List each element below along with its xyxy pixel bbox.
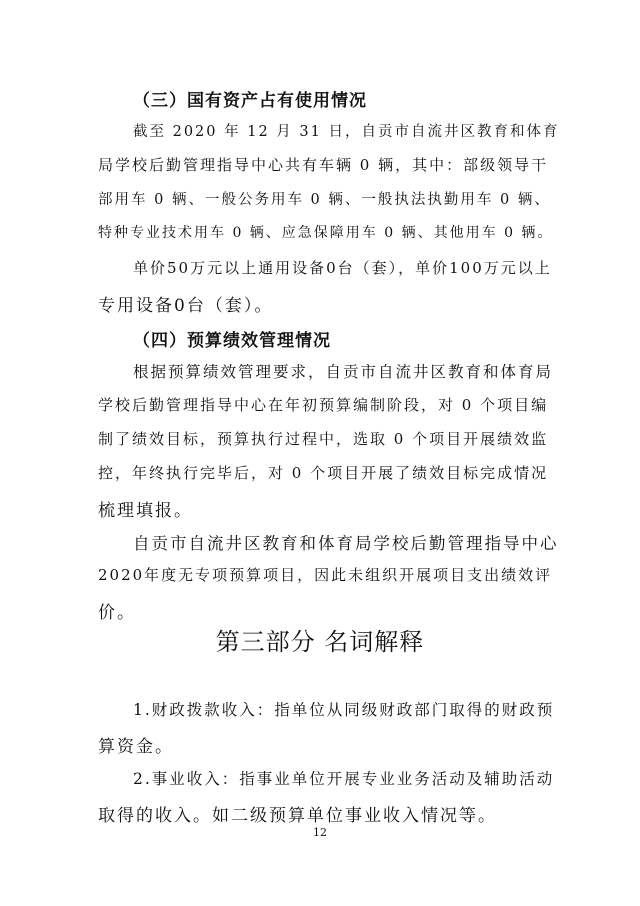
paragraph-line: 特种专业技术用车 0 辆、应急保障用车 0 辆、其他用车 0 辆。 <box>98 225 554 241</box>
paragraph-line: 自贡市自流井区教育和体育局学校后勤管理指导中心 <box>133 534 559 553</box>
paragraph-line: 根据预算绩效管理要求，自贡市自流井区教育和体育局 <box>133 363 554 381</box>
paragraph-line: 控，年终执行完毕后，对 0 个项目开展了绩效目标完成情况 <box>98 464 549 482</box>
paragraph-line: 专用设备0台（套）。 <box>98 296 274 316</box>
paragraph-line: 制了绩效目标，预算执行过程中，选取 0 个项目开展绩效监 <box>98 430 549 448</box>
paragraph-line: 单价50万元以上通用设备0台（套），单价100万元以上 <box>133 259 552 277</box>
paragraph-line: 梳理填报。 <box>98 501 193 521</box>
paragraph-line: 局学校后勤管理指导中心共有车辆 0 辆，其中：部级领导干 <box>98 156 549 174</box>
paragraph-line: 学校后勤管理指导中心在年初预算编制阶段，对 0 个项目编 <box>98 396 549 414</box>
paragraph-line: 取得的收入。如二级预算单位事业收入情况等。 <box>98 806 497 826</box>
section-heading-performance: （四）预算绩效管理情况 <box>133 331 331 351</box>
paragraph-line: 截至 2020 年 12 月 31 日，自贡市自流井区教育和体育 <box>133 124 560 140</box>
paragraph-line: 算资金。 <box>98 737 174 757</box>
paragraph-line: 1.财政拨款收入：指单位从同级财政部门取得的财政预 <box>133 701 555 719</box>
paragraph-line: 2.事业收入：指事业单位开展专业业务活动及辅助活动 <box>133 770 555 788</box>
page-number: 12 <box>313 826 327 839</box>
section-heading-assets: （三）国有资产占有使用情况 <box>133 91 367 111</box>
paragraph-line: 部用车 0 辆、一般公务用车 0 辆、一般执法执勤用车 0 辆、 <box>98 192 551 208</box>
paragraph-line: 价。 <box>98 603 136 623</box>
paragraph-line: 2020年度无专项预算项目，因此未组织开展项目支出绩效评 <box>98 566 553 584</box>
part-title: 第三部分 名词解释 <box>215 628 425 656</box>
